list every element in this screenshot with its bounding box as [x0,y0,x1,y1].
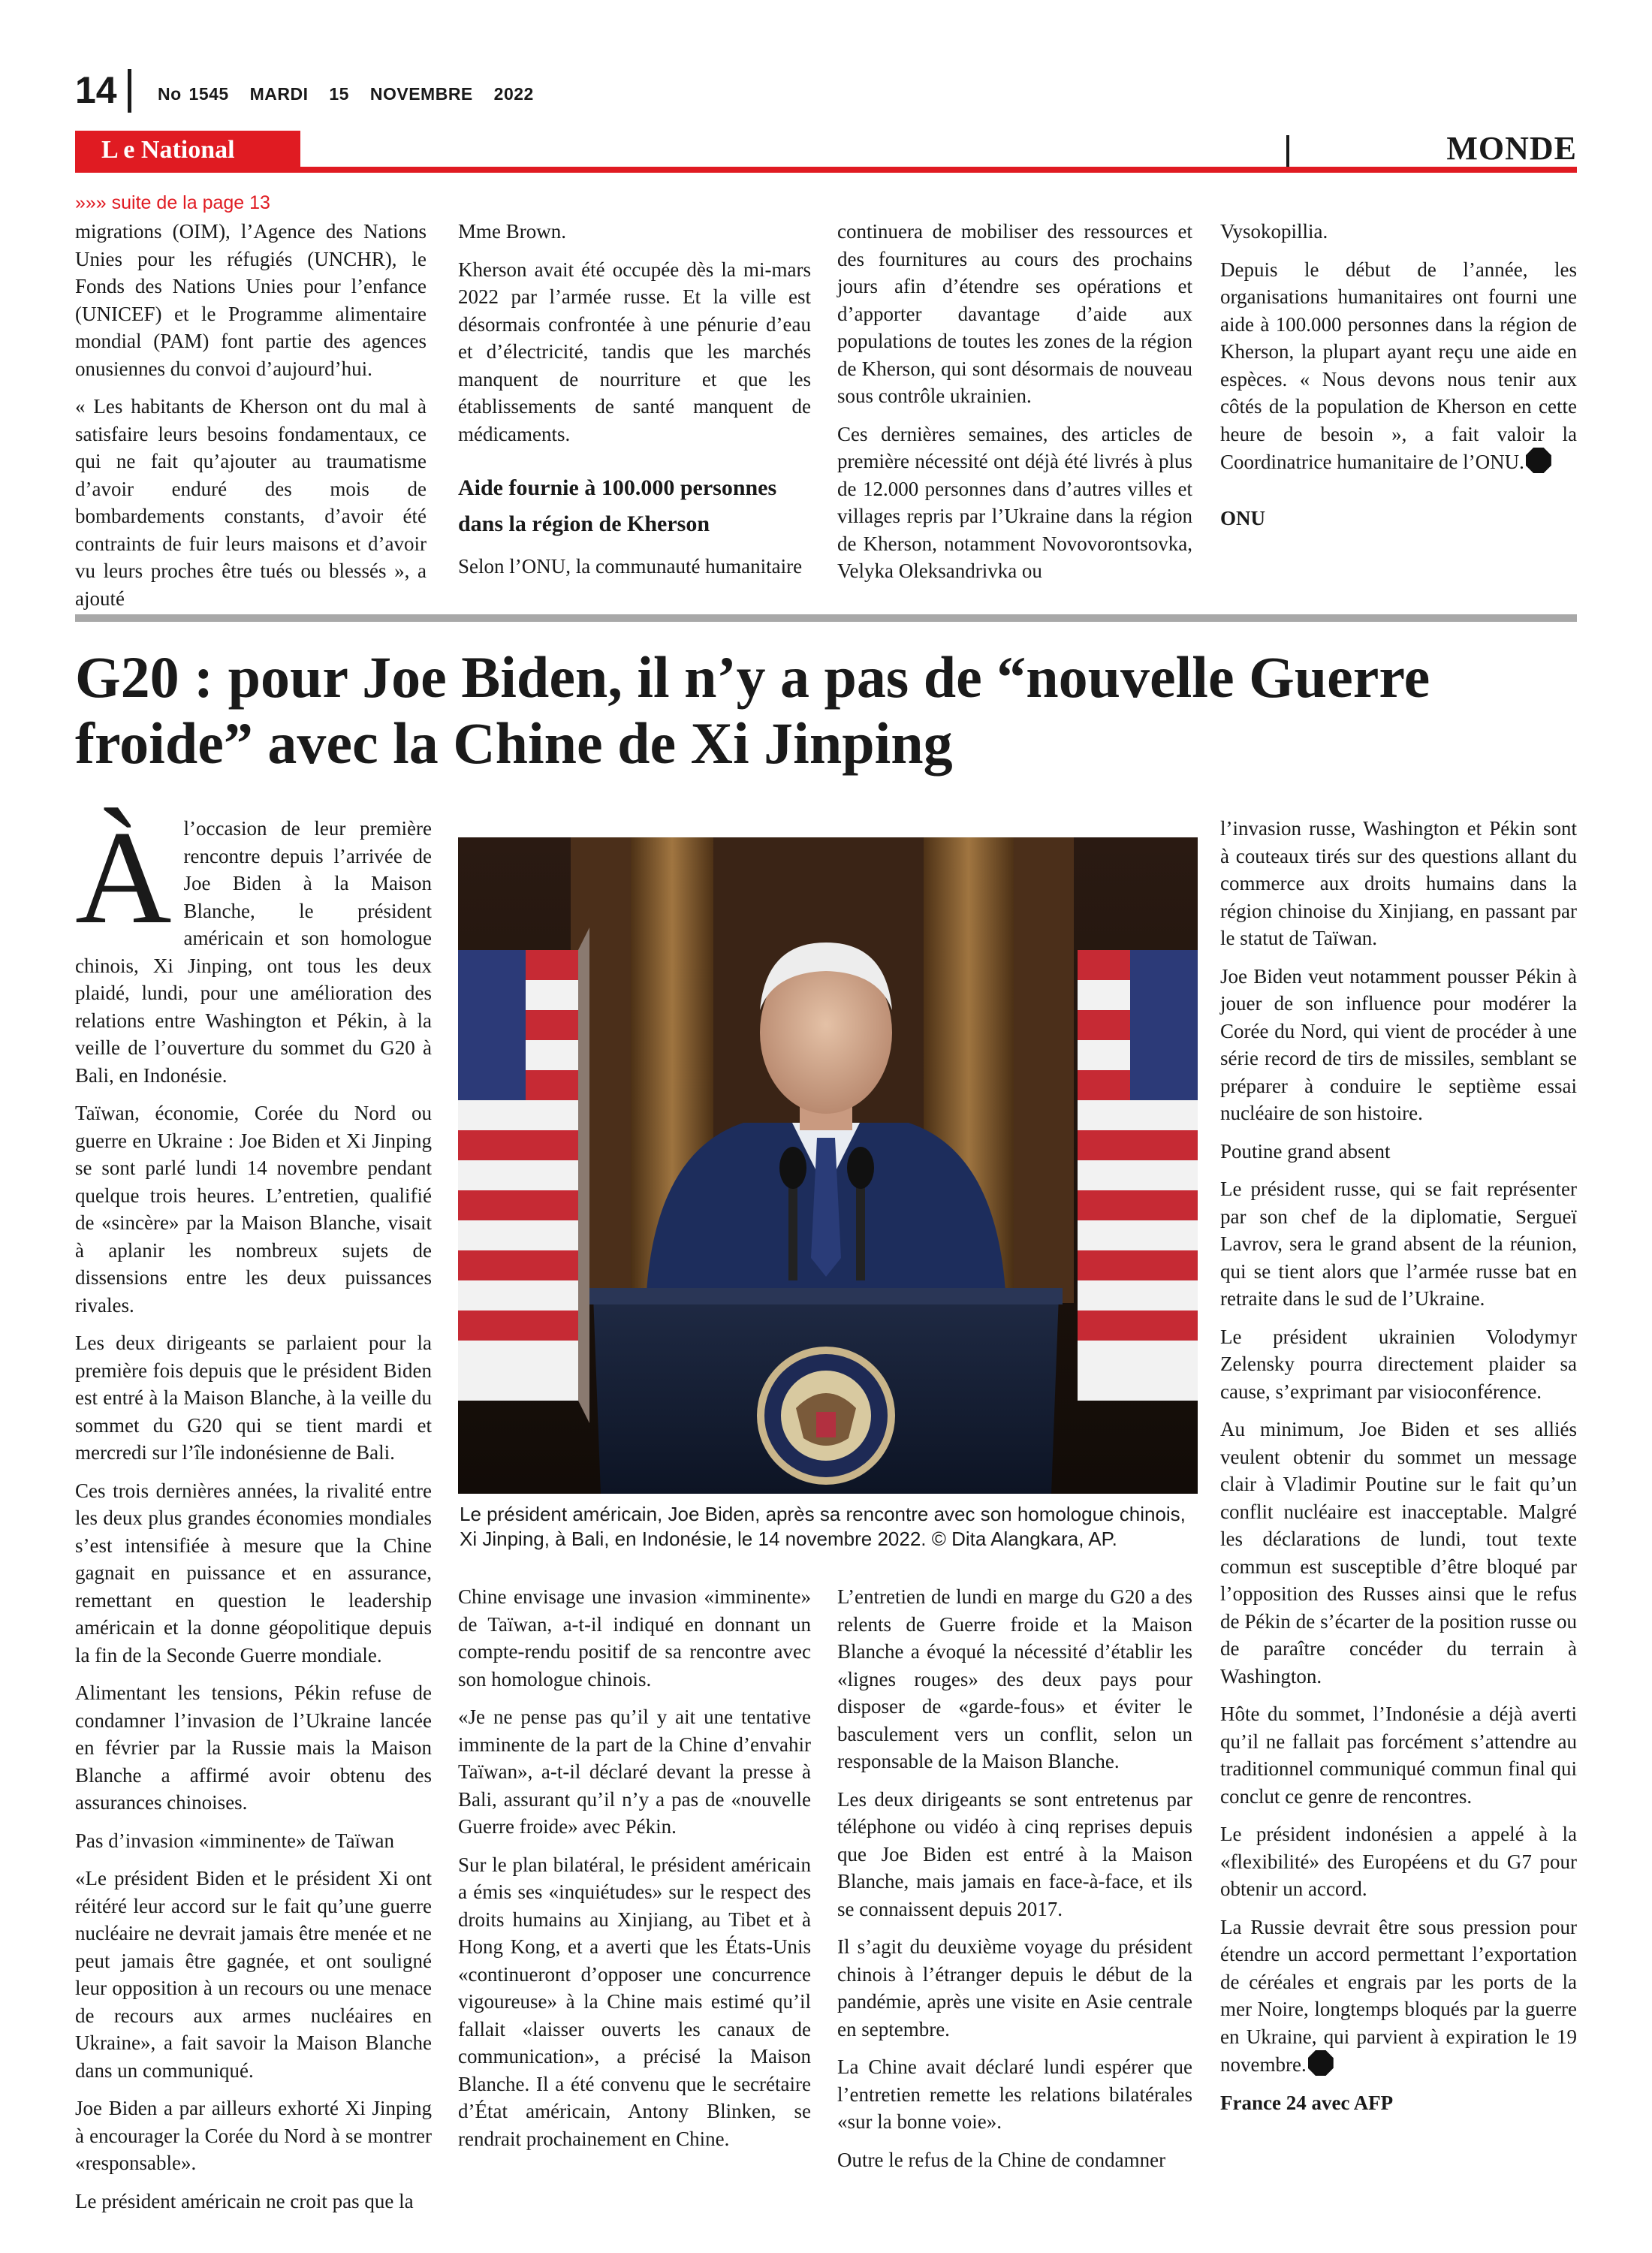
paragraph: l’invasion russe, Washington et Pékin sont à couteaux tirés sur des questions allant du commerce aux droits humains dans la région chinoise du Xinjiang, en passant par le statut de Taïwan. [1220,817,1577,949]
paragraph: Selon l’ONU, la communauté humanitaire [458,555,803,578]
paragraph: Il s’agit du deuxième voyage du président chinois à l’étranger depuis le début de la pandémie, après une visite en Asie centrale en septembre. [837,1935,1192,2040]
paragraph: Le président ukrainien Volodymyr Zelensky pourra directement plaider sa cause, s’exprimant par visioconférence. [1220,1325,1577,1403]
top-article-column-3 [837,218,1192,596]
paragraph: Hôte du sommet, l’Indonésie a déjà averti qu’il ne fallait pas forcément s’attendre au traditionnel communiqué commun final qui conclut ce genre de rencontres. [1220,1703,1577,1808]
brand-name: L e National [101,136,235,164]
paragraph: Kherson avait été occupée dès la mi-mars 2022 par l’armée russe. Et la ville est désormais confrontée à une pénurie d’eau et d’électricité, tandis que les marchés manquent de nourriture et que les établissements de santé manquent de médicaments. [458,258,811,445]
paragraph: Joe Biden veut notamment pousser Pékin à jouer de son influence pour modérer la Corée du Nord, qui vient de procéder à une série record de tirs de missiles, semblant se préparer à conduire le septième essai nucléaire de son histoire. [1220,964,1577,1124]
paragraph: «Je ne pense pas qu’il y ait une tentative imminente de la part de la Chine d’envahir Taïwan», a-t-il déclaré devant la presse à Bali, assurant qu’il n’y a pas de «nouvelle Guerre froide» avec Pékin. [458,1706,811,1838]
paragraph: «Le président Biden et le président Xi ont réitéré leur accord sur le fait qu’une guerre nucléaire ne devrait jamais être menée et ne peut jamais être gagnée, et ont souligné leur opposition à un recours ou une menace de recours aux armes nucléaires en Ukraine», a fait savoir la Maison Blanche dans un communiqué. [75,1867,432,2082]
top-article-column-2 [458,218,811,591]
page-number-divider [128,69,131,113]
paragraph [1220,256,1577,476]
section-title: MONDE [1446,130,1577,167]
intertitle: Poutine grand absent [1220,1139,1391,1163]
paragraph: Le président russe, qui se fait représenter par son chef de la diplomatie, Sergueï Lavrov, sera le grand absent de la réunion, qui se tient alors que l’armée russe bat en retraite dans le sud de l’Ukraine. [1220,1178,1577,1310]
paragraph: Taïwan, économie, Corée du Nord ou guerre en Ukraine : Joe Biden et Xi Jinping se sont parlé lundi 14 novembre pendant quelque trois heures. L’entretien, qualifié de «sincère» par la Maison Blanche, visait à aplanir les nombreux sujets de dissensions entre les deux puissances rivales. [75,1102,432,1317]
paragraph: La Chine avait déclaré lundi espérer que l’entretien remette les relations bilatérales «sur la bonne voie». [837,2055,1192,2133]
date-month: NOVEMBRE [369,84,473,104]
main-article-column-2 [458,1583,811,2163]
main-article-column-4 [1220,815,1577,2127]
paragraph: L’entretien de lundi en marge du G20 a des relents de Guerre froide et la Maison Blanche a évoqué la nécessité d’établir les «lignes rouges» des deux pays pour disposer de «garde-fous» et éviter le basculement vers un conflit, selon un responsable de la Maison Blanche. [837,1585,1192,1772]
author-signature: France 24 avec AFP [1220,2091,1394,2114]
paragraph: Les deux dirigeants se parlaient pour la première fois depuis que le président Biden est entré à la Maison Blanche, à la veille du sommet du G20 qui se tient mardi et mercredi sur l’île indonésienne de Bali. [75,1332,432,1464]
top-article-column-1 [75,218,427,623]
paragraph: Sur le plan bilatéral, le président américain a émis ses «inquiétudes» sur le respect des droits humains au Xinjiang, au Tibet et à Hong Kong, et a averti que les États-Unis «continueront d’opposer une concurrence vigoureuse» à la Chine mais estimé qu’il fallait «laisser ouverts les canaux de communication», a précisé la Maison Blanche. Il a été convenu que le secrétaire d’État américain, Antony Blinken, se rendrait prochainement en Chine. [458,1853,811,2150]
paragraph-text: La Russie devrait être sous pression pour étendre un accord permettant l’exportation de céréales et engrais par les ports de la mer Noire, longtemps bloqués par la guerre en Ukraine, qui parvient à expiration le 19 novembre. [1220,1915,1577,2076]
paragraph: Les deux dirigeants se sont entretenus par téléphone ou vidéo à cinq reprises depuis que Joe Biden est entré à la Maison Blanche, mais jamais en face-à-face, et ils se connaissent depuis 2017. [837,1787,1192,1920]
paragraph-text: Depuis le début de l’année, les organisations humanitaires ont fourni une aide à 100.000 personnes dans la région de Kherson, la plupart ayant reçu une aide en espèces. « Nous devons nous tenir aux côtés de la population de Kherson en cette heure de besoin », a fait valoir la Coordinatrice humanitaire de l’ONU. [1220,258,1577,473]
article-photo [458,837,1198,1494]
drop-cap: À [75,803,172,952]
top-article-column-4 [1220,218,1577,542]
paragraph: Ces dernières semaines, des articles de première nécessité ont déjà été livrés à plus de 12.000 personnes dans d’autres villes et villages repris par l’Ukraine dans la région de Kherson, notamment Novovorontsovka, Velyka Oleksandrivka ou [837,422,1192,582]
end-of-article-icon [1308,2050,1334,2076]
paragraph: Mme Brown. [458,220,566,243]
main-article-column-3 [837,1583,1192,2184]
header-red-rule [75,167,1577,173]
headline: G20 : pour Joe Biden, il n’y a pas de “nouvelle Guerre froide” avec la Chine de Xi Jinping [75,644,1430,776]
issue-number: No 1545 [158,84,229,104]
paragraph: Joe Biden a par ailleurs exhorté Xi Jinping à encourager la Corée du Nord à se montrer «responsable». [75,2097,432,2174]
lead-paragraph [75,803,432,1089]
paragraph: Au minimum, Joe Biden et ses alliés veulent obtenir du sommet un message clair à Vladimir Poutine sur le fait qu’un conflit nucléaire est inacceptable. Malgré les déclarations de lundi, tout texte commun est susceptible d’être bloqué par l’opposition des Russes ainsi que le refus de Pékin de s’écarter de la position russe ou de paraître concéder du terrain à Washington. [1220,1418,1577,1687]
date-day: 15 [329,84,349,104]
paragraph: Ces trois dernières années, la rivalité entre les deux plus grandes économies mondiales s’est intensifiée à mesure que la Chine gagnait en puissance et en assurance, remettant en question le leadership américain et la donne géopolitique depuis la fin de la Seconde Guerre mondiale. [75,1479,432,1666]
lead-text: l’occasion de leur première rencontre depuis l’arrivée de Joe Biden à la Maison Blanche, le président américain et son homologue chinois, Xi Jinping, ont tous les deux plaidé, lundi, pour une amélioration des relations entre Washington et Pékin, à la veille de l’ouverture du sommet du G20 à Bali, en Indonésie. [75,817,432,1087]
paragraph: Outre le refus de la Chine de condamner [837,2148,1166,2171]
paragraph: Le président américain ne croit pas que la [75,2189,414,2212]
section-divider [1286,135,1289,167]
continued-from-label: »»» suite de la page 13 [75,192,270,213]
paragraph: Vysokopillia. [1220,220,1328,243]
paragraph: Le président indonésien a appelé à la «flexibilité» des Européens et du G7 pour obtenir un accord. [1220,1823,1577,1900]
paragraph: « Les habitants de Kherson ont du mal à satisfaire leurs besoins fondamentaux, ce qui ne fait qu’ajouter au traumatisme d’avoir enduré des mois de bombardements constants, d’avoir été contraints de fuir leurs maisons et d’avoir vu leurs proches être tués ou blessés », a ajouté [75,395,427,610]
paragraph: Alimentant les tensions, Pékin refuse de condamner l’invasion de l’Ukraine lancée en février par la Russie mais la Maison Blanche a affirmé avoir obtenu des assurances chinoises. [75,1681,432,1814]
author-signature: ONU [1220,506,1265,529]
subheading: Aide fournie à 100.000 personnes dans la région de Kherson [458,475,777,536]
paragraph: Chine envisage une invasion «imminente» de Taïwan, a-t-il indiqué en donnant un compte-rendu positif de sa rencontre avec son homologue chinois. [458,1585,811,1691]
end-of-article-icon [1526,448,1551,473]
paragraph [1220,1914,1577,2079]
date-weekday: MARDI [249,84,309,104]
intertitle: Pas d’invasion «imminente» de Taïwan [75,1829,395,1852]
paragraph: migrations (OIM), l’Agence des Nations Unies pour les réfugiés (UNCHR), le Fonds des Nations Unies pour l’enfance (UNICEF) et le Programme alimentaire mondial (PAM) font partie des agences onusiennes du convoi d’aujourd’hui. [75,220,427,380]
dateline [158,84,547,104]
article-separator [75,614,1577,622]
photo-caption: Le président américain, Joe Biden, après sa rencontre avec son homologue chinois, Xi Jinping, à Bali, en Indonésie, le 14 novembre 2022. © Dita Alangkara, AP. [460,1503,1186,1550]
page-number: 14 [75,69,117,111]
paragraph: continuera de mobiliser des ressources et des fournitures au cours des prochains jours afin d’étendre ses opérations et d’apporter davantage d’aide aux populations de toutes les zones de la région de Kherson, qui sont désormais de nouveau sous contrôle ukrainien. [837,220,1192,407]
date-year: 2022 [493,84,534,104]
main-article-column-1 [75,803,432,2225]
